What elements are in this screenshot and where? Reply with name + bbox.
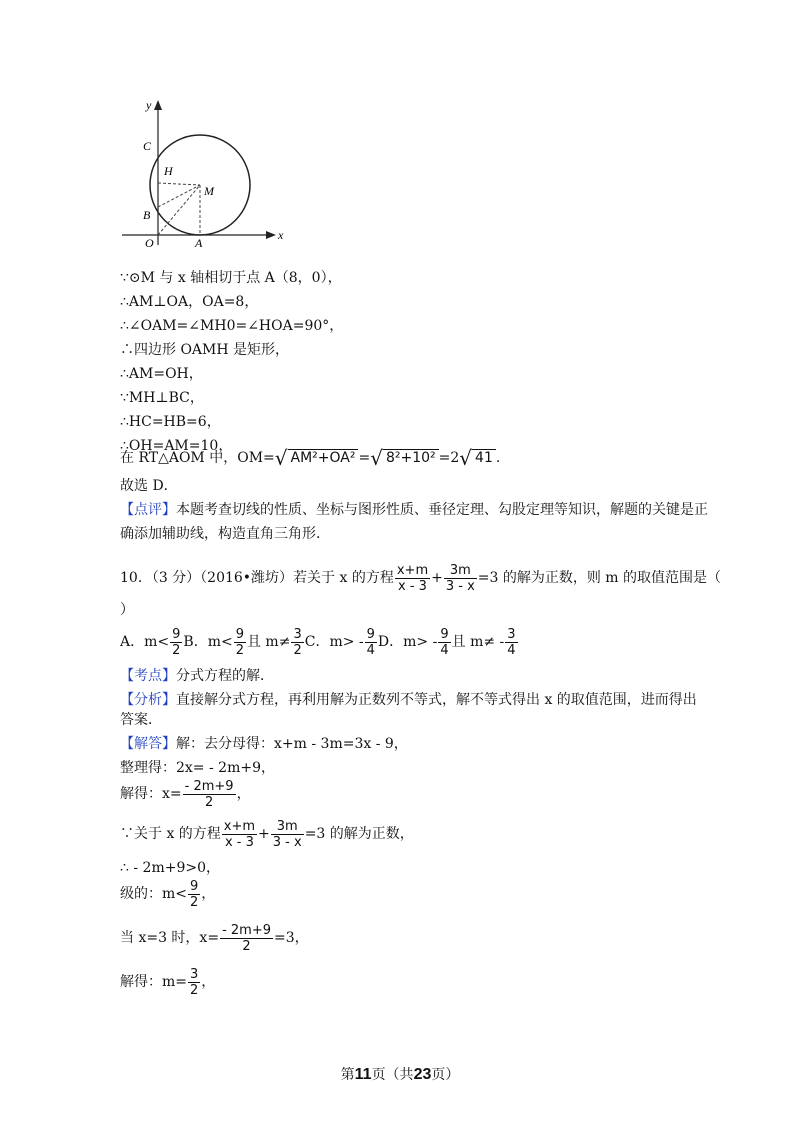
footer-post: 页） <box>431 1067 460 1083</box>
kaodian-line <box>120 666 274 686</box>
om-equation <box>120 446 500 470</box>
line7-end: =3， <box>273 930 309 946</box>
line4-prefix: ∵关于 x 的方程 <box>120 826 221 842</box>
solution-line-8: ∴OH=AM=10， <box>120 438 233 454</box>
option-c-frac <box>365 627 377 658</box>
label-m: M <box>204 184 214 198</box>
option-d-frac <box>438 627 450 658</box>
option-d2-den: 4 <box>507 642 516 658</box>
fraction-2-num: 3m <box>444 563 477 579</box>
option-b2-frac <box>291 627 303 658</box>
option-b2-den: 2 <box>293 642 302 658</box>
fraction-1 <box>395 563 430 594</box>
om-end: . <box>495 450 501 466</box>
line4-frac-1-den: x - 3 <box>224 834 254 850</box>
line6-prefix: 级的：m< <box>120 886 188 902</box>
solution-line-2: ∴AM⊥OA，OA=8， <box>120 294 259 310</box>
q10-options <box>120 624 519 660</box>
line3-den: 2 <box>204 794 214 810</box>
option-c: C．m> - <box>304 634 364 650</box>
label-y: y <box>146 98 152 112</box>
line6-end: ， <box>201 886 216 902</box>
om-prefix: 在 RT△AOM 中，OM= <box>120 450 275 466</box>
solution-line-6: ∵MH⊥BC， <box>120 390 204 406</box>
line8-den: 2 <box>190 982 199 998</box>
line6-num: 9 <box>190 878 199 894</box>
q10-stem <box>120 560 721 596</box>
sqrt-sign: √ <box>459 446 473 470</box>
option-a: A．m< <box>120 634 170 650</box>
line3-num: - 2m+9 <box>184 778 234 794</box>
option-b-mid: 且 m≠ <box>246 634 291 650</box>
jieda-line-3 <box>120 776 251 812</box>
kaodian-text: 分式方程的解． <box>176 668 274 684</box>
option-b-den: 2 <box>235 642 244 658</box>
label-c: C <box>143 139 152 153</box>
line3-frac <box>183 779 236 810</box>
kaodian-tag: 【考点】 <box>120 668 176 684</box>
comment-line-2: 确添加辅助线，构造直角三角形． <box>120 526 330 542</box>
option-b2-num: 3 <box>293 626 302 642</box>
jieda-tag: 【解答】 <box>120 736 176 752</box>
jieda-line-4 <box>120 816 414 852</box>
option-a-frac <box>170 627 182 658</box>
line8-end: ， <box>201 974 216 990</box>
circle-tangent-figure <box>118 95 298 255</box>
om-equal-2: =2 <box>438 450 460 466</box>
fenxi-tag: 【分析】 <box>120 692 176 708</box>
fraction-2 <box>444 563 477 594</box>
jieda-text-1: 解：去分母得：x+m - 3m=3x - 9， <box>176 736 408 752</box>
option-d2-frac <box>505 627 517 658</box>
footer-page-number: 11 <box>354 1066 372 1083</box>
x-axis-arrow <box>266 231 276 239</box>
option-a-den: 2 <box>172 642 181 658</box>
line6-frac <box>188 879 200 910</box>
line8-num: 3 <box>190 966 199 982</box>
option-c-den: 4 <box>366 642 375 658</box>
sqrt-sign: √ <box>370 446 383 470</box>
segment-hm <box>158 183 200 185</box>
footer-pre: 第 <box>340 1067 355 1083</box>
y-axis-arrow <box>154 100 162 110</box>
line8-frac <box>188 967 200 998</box>
option-a-num: 9 <box>172 626 181 642</box>
option-c-num: 9 <box>366 626 375 642</box>
om-radicand-3: 41 <box>472 449 496 466</box>
line7-prefix: 当 x=3 时，x= <box>120 930 220 946</box>
line3-prefix: 解得：x= <box>120 786 182 802</box>
fenxi-line-2: 答案． <box>120 712 162 728</box>
line4-frac-1-num: x+m <box>223 818 256 834</box>
comment-text-1: 本题考查切线的性质、坐标与图形性质、垂径定理、勾股定理等知识，解题的关键是正 <box>176 502 708 518</box>
q10-stem-close: ） <box>120 602 134 618</box>
option-d2-num: 3 <box>507 626 516 642</box>
option-d-mid: 且 m≠ - <box>451 634 505 650</box>
fenxi-line-1 <box>120 690 697 710</box>
jieda-line-1 <box>120 734 408 754</box>
option-b-num: 9 <box>235 626 244 642</box>
solution-line-5: ∴AM=OH， <box>120 366 203 382</box>
segment-bm <box>158 185 200 207</box>
line4-frac-1 <box>222 819 257 850</box>
option-d: D．m> - <box>377 634 438 650</box>
fraction-1-den: x - 3 <box>398 578 427 594</box>
om-radicand-2: 8²+10² <box>383 449 439 466</box>
line7-den: 2 <box>242 938 251 954</box>
label-o: O <box>145 236 154 250</box>
line4-plus: + <box>258 826 270 842</box>
line4-suffix: =3 的解为正数， <box>304 826 414 842</box>
sqrt-sign: √ <box>274 446 288 470</box>
jieda-line-2: 整理得：2x= - 2m+9， <box>120 760 275 776</box>
q10-stem-prefix: 10．（3 分）（2016•潍坊）若关于 x 的方程 <box>120 570 394 586</box>
solution-line-1: ∵⊙M 与 x 轴相切于点 A（8，0）， <box>120 270 342 286</box>
option-b: B．m< <box>183 634 233 650</box>
line3-end: ， <box>236 786 251 802</box>
page-footer <box>0 1064 800 1084</box>
label-b: B <box>143 208 151 222</box>
line7-frac <box>220 923 273 954</box>
label-h: H <box>164 164 173 178</box>
comment-tag: 【点评】 <box>120 502 176 518</box>
answer-line: 故选 D． <box>120 478 178 494</box>
option-b-frac <box>234 627 246 658</box>
line8-prefix: 解得：m= <box>120 974 188 990</box>
label-x: x <box>278 228 284 242</box>
jieda-line-8 <box>120 964 215 1000</box>
solution-line-3: ∴∠OAM=∠MH0=∠HOA=90°， <box>120 318 344 334</box>
solution-line-4: ∴四边形 OAMH 是矩形， <box>120 342 290 358</box>
line4-frac-2-den: 3 - x <box>272 834 302 850</box>
jieda-line-7 <box>120 920 309 956</box>
comment-line-1 <box>120 500 708 520</box>
line6-den: 2 <box>190 894 199 910</box>
label-a: A <box>195 236 203 250</box>
fenxi-text-1: 直接解分式方程，再利用解为正数列不等式，解不等式得出 x 的取值范围，进而得出 <box>176 692 697 708</box>
line7-num: - 2m+9 <box>222 922 271 938</box>
line4-frac-2 <box>271 819 304 850</box>
jieda-line-5: ∴ - 2m+9>0， <box>120 860 220 876</box>
footer-mid: 页（共 <box>371 1067 414 1083</box>
om-radicand-1: AM²+OA² <box>288 449 359 466</box>
plus-sign: + <box>431 570 443 586</box>
om-equal: = <box>358 450 371 466</box>
footer-total-pages: 23 <box>413 1066 432 1083</box>
fraction-1-num: x+m <box>396 562 429 578</box>
option-d-den: 4 <box>440 642 449 658</box>
line4-frac-2-num: 3m <box>271 819 304 835</box>
solution-line-7: ∴HC=HB=6， <box>120 414 221 430</box>
fraction-2-den: 3 - x <box>445 578 475 594</box>
q10-stem-suffix: =3 的解为正数，则 m 的取值范围是（ <box>477 570 722 586</box>
segment-om <box>158 185 200 235</box>
jieda-line-6 <box>120 876 215 912</box>
option-d-num: 9 <box>440 626 449 642</box>
